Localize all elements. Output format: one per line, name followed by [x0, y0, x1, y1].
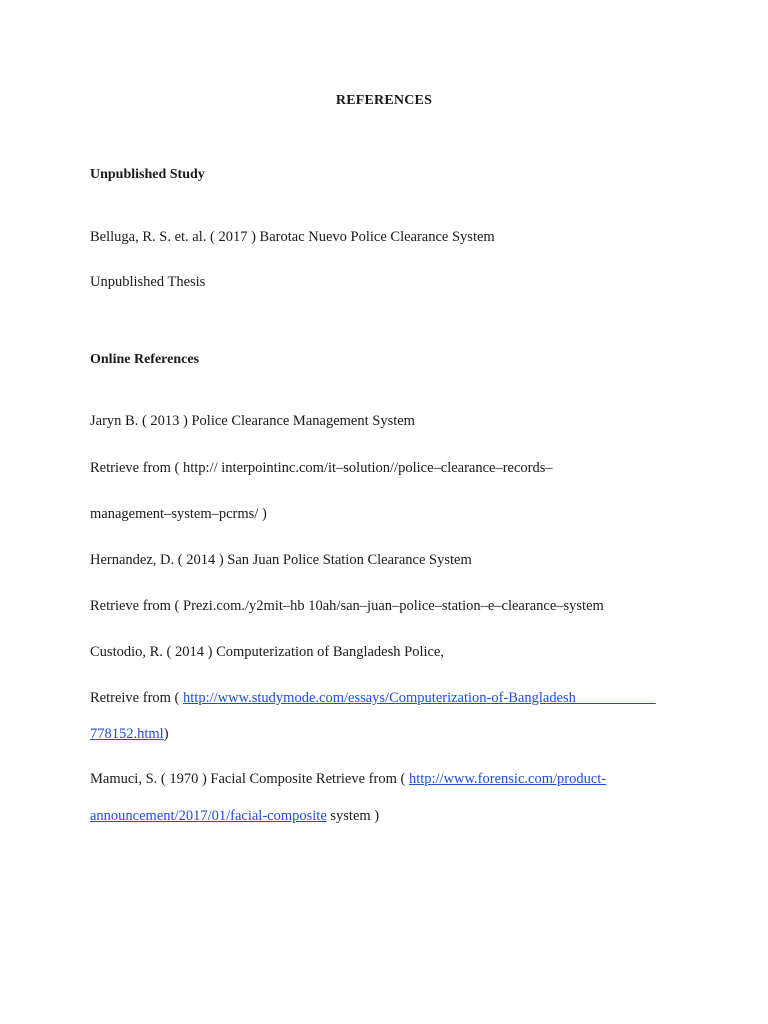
custodio-link-part1[interactable]: http://www.studymode.com/essays/Computerization-of-Bangladesh___________ — [183, 690, 656, 706]
reference-custodio-line1: Custodio, R. ( 2014 ) Computerization of Bangladesh Police, — [90, 644, 444, 660]
reference-custodio-prefix: Retreive from ( — [90, 690, 184, 706]
reference-custodio-line2 — [90, 689, 656, 707]
page-title: REFERENCES — [335, 93, 433, 108]
reference-hernandez-line1: Hernandez, D. ( 2014 ) San Juan Police Station Clearance System — [90, 552, 472, 568]
reference-belluga-line1: Belluga, R. S. et. al. ( 2017 ) Barotac Nuevo Police Clearance System — [90, 229, 495, 245]
reference-jaryn-line1: Jaryn B. ( 2013 ) Police Clearance Management System — [90, 413, 415, 429]
custodio-link-part2[interactable]: 778152.html — [90, 726, 164, 742]
section-heading-online: Online References — [90, 352, 199, 367]
section-heading-unpublished: Unpublished Study — [90, 167, 205, 182]
reference-custodio-suffix: ) — [163, 726, 169, 742]
reference-custodio-line3 — [90, 725, 169, 743]
reference-mamuci-prefix: Mamuci, S. ( 1970 ) Facial Composite Retrieve from ( — [90, 771, 409, 787]
reference-jaryn-line3: management–system–pcrms/ ) — [90, 506, 267, 522]
mamuci-link-part2[interactable]: announcement/2017/01/facial-composite — [90, 808, 327, 824]
reference-mamuci-line2 — [90, 807, 379, 825]
reference-mamuci-line1 — [90, 770, 606, 788]
reference-hernandez-line2: Retrieve from ( Prezi.com./y2mit–hb 10ah/san–juan–police–station–e–clearance–system — [90, 598, 604, 614]
reference-jaryn-line2: Retrieve from ( http:// interpointinc.com/it–solution//police–clearance–records– — [90, 460, 553, 476]
mamuci-link-part1[interactable]: http://www.forensic.com/product- — [408, 771, 607, 787]
reference-mamuci-suffix: system ) — [326, 808, 380, 824]
reference-belluga-line2: Unpublished Thesis — [90, 274, 206, 290]
